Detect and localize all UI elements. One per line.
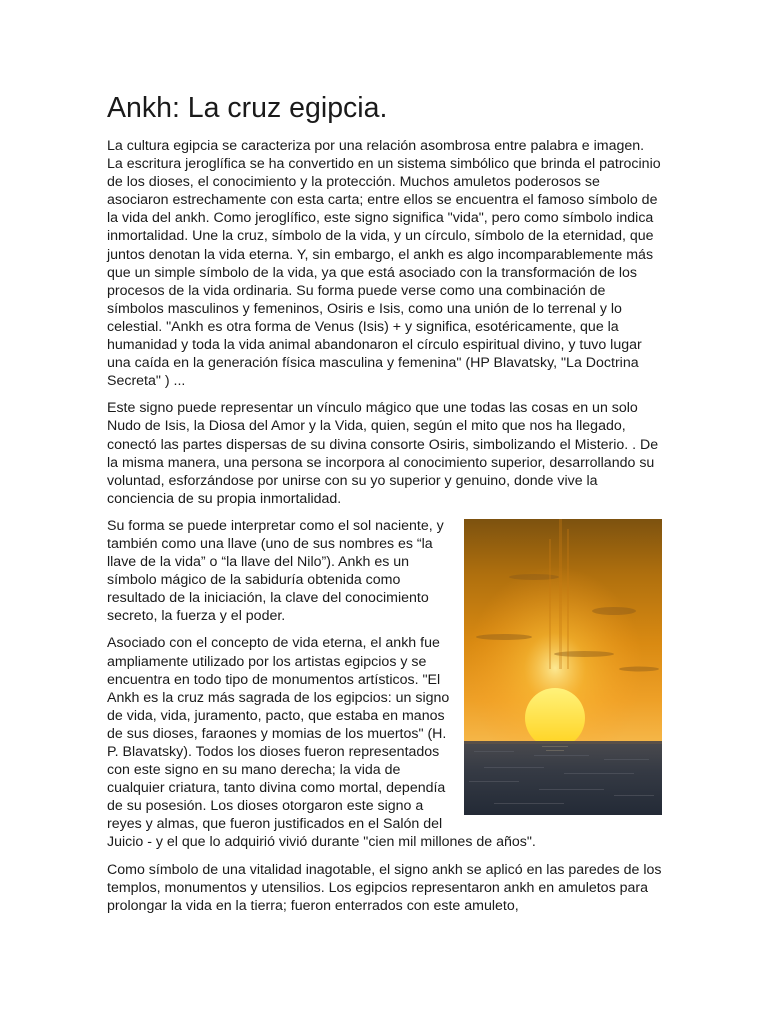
sunset-over-sea-photo bbox=[464, 519, 662, 815]
document-page bbox=[107, 88, 663, 924]
paragraph-eternal-life: Asociado con el concepto de vida eterna, el ankh fue ampliamente utilizado por los artistas egipcios y se encuentra en todo tipo de monumentos artísticos. "El Ankh es la cruz más sagrada de los egipcios: un signo de vida, vida, juramento, pacto, que estaba en manos de sus dioses, faraones y momias de los muertos" (H. P. Blavatsky). Todos los dioses fueron representados con este signo en su mano derecha; la vida de cualquier criatura, tanto divina como mortal, dependía de su posesión. Los dioses otorgaron este signo a reyes y almas, que fueron justificados en el Salón del Juicio - y el que lo adquirió vivió durante "cien mil millones de años". bbox=[107, 635, 536, 851]
paragraph-vitality: Como símbolo de una vitalidad inagotable, el signo ankh se aplicó en las paredes de los templos, monumentos y utensilios. Los egipcios representaron ankh en amuletos para prolongar la vida en la tierra; fueron enterrados con este amuleto, bbox=[107, 861, 662, 914]
paragraph-isis-knot: Este signo puede representar un vínculo mágico que une todas las cosas en un solo Nudo de Isis, la Diosa del Amor y la Vida, quien, según el mito que nos ha llegado, conectó las partes dispersas de su divina consorte Osiris, simbolizando el Misterio. . De la misma manera, una persona se incorpora al conocimiento superior, desarrollando su voluntad, esforzándose por unirse con su yo superior y genuino, donde vive la conciencia de su propia inmortalidad. bbox=[107, 400, 659, 507]
page-title: Ankh: La cruz egipcia. bbox=[107, 92, 388, 124]
paragraph-rising-sun: Su forma se puede interpretar como el sol naciente, y también como una llave (uno de sus nombres es “la llave de la vida” o “la llave del Nilo”). Ankh es un símbolo mágico de la sabiduría obtenida como resultado de la iniciación, la clave del conocimiento secreto, la fuerza y el poder. bbox=[107, 517, 444, 625]
paragraph-intro: La cultura egipcia se caracteriza por una relación asombrosa entre palabra e imagen. La escritura jeroglífica se ha convertido en un sistema simbólico que brinda el patrocinio de los dioses, el conocimiento y la protección. Muchos amuletos poderosos se asociaron estrechamente con esta carta; entre ellos se encuentra el famoso símbolo de la vida del ankh. Como jeroglífico, este signo significa "vida", pero como símbolo indica inmortalidad. Une la cruz, símbolo de la vida, y un círculo, símbolo de la eternidad, que juntos denotan la vida eterna. Y, sin embargo, el ankh es algo incomparablemente más que un simple símbolo de la vida, ya que está asociado con la transformación de los procesos de la vida ordinaria. Su forma puede verse como una combinación de símbolos masculinos y femeninos, Osiris e Isis, como una unión de lo terrenal y lo celestial. "Ankh es otra forma de Venus (Isis) + y significa, esotéricamente, que la humanidad y toda la vida animal abandonaron el círculo espiritual divino, y tuvo lugar una caída en la generación física masculina y femenina" (HP Blavatsky, "La Doctrina Secreta" ) ... bbox=[107, 138, 661, 390]
sunset-image bbox=[464, 519, 662, 815]
